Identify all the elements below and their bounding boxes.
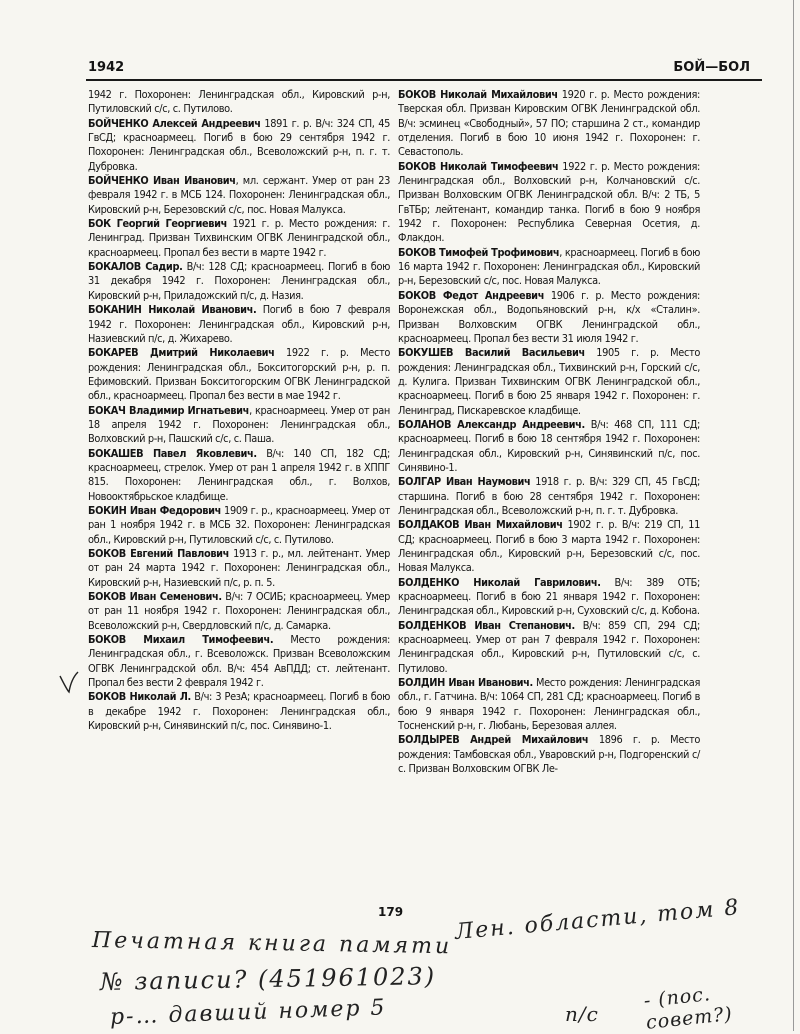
- entry: [88, 690, 390, 733]
- entry-name: БОКИН Иван Федорович: [88, 503, 221, 517]
- entry-name: БОКОВ Николай Михайлович: [398, 88, 558, 101]
- entry-name: БОКОВ Евгений Павлович: [88, 547, 230, 560]
- entry-name: БОКАШЕВ Павел Яковлевич.: [88, 446, 257, 460]
- header-range: БОЙ—БОЛ: [673, 60, 750, 75]
- entry-text: В/ч: 140 СП, 182 СД; красноармеец, стрелок. Умер от ран 1 апреля 1942 г. в ХППГ 815. Похоронен: Ленинградская обл., г. Волхов, Новооктябрьское кладбище.: [88, 446, 390, 503]
- entry: [398, 518, 700, 575]
- entry-name: БОЛДЕНКО Николай Гаврилович.: [398, 575, 601, 589]
- handwritten-note-1: Печатная книга памяти: [91, 928, 453, 960]
- entry-name: БОКОВ Федот Андреевич: [398, 288, 545, 302]
- entry-text: , красноармеец. Умер от ран 18 апреля 1942 г. Похоронен: Ленинградская обл., Волховский р-н, Пашский с/с, с. Паша.: [88, 403, 390, 446]
- entry: [398, 576, 700, 619]
- right-column: [398, 88, 700, 777]
- entry: [88, 174, 390, 217]
- entry-name: БОКАНИН Николай Иванович.: [88, 303, 257, 317]
- entry: [88, 447, 390, 504]
- entry: [398, 346, 700, 418]
- entry-text: Место рождения: Ленинградская обл., г. Гатчина. В/ч: 1064 СП, 281 СД; красноармеец. Погиб в бою 9 января 1942 г. Похоронен: Ленинградская обл., Тосненский р-н, г. Любань, Березовая аллея.: [398, 676, 700, 733]
- entry-name: БОКОВ Николай Л.: [88, 690, 191, 704]
- entry-text: 1891 г. р. В/ч: 324 СП, 45 ГвСД; красноармеец. Погиб в бою 29 сентября 1942 г. Похоронен: Ленинградская обл., Всеволожский р-н, п. г. т. Дубровка.: [88, 116, 390, 173]
- entry: [398, 88, 700, 160]
- entry-name: БОЛДАКОВ Иван Михайлович: [398, 518, 563, 532]
- entry-name: БОКАРЕВ Дмитрий Николаевич: [88, 346, 275, 360]
- entry-name: БОЛАНОВ Александр Андреевич.: [398, 417, 585, 431]
- entry-text: 1921 г. р. Место рождения: г. Ленинград. Призван Тихвинским ОГВК Ленинградской обл., красноармеец. Пропал без вести в марте 1942 г.: [88, 217, 390, 259]
- entry-text: 1909 г. р., красноармеец. Умер от ран 1 ноября 1942 г. в МСБ 32. Похоронен: Ленинградская обл., Кировский р-н, Путиловский с/с, с. Путилово.: [88, 503, 390, 546]
- entry-text: 1905 г. р. Место рождения: Ленинградская обл., Тихвинский р-н, Горский с/с, д. Кулига. Призван Тихвинским ОГВК Ленинградской обл., красноармеец. Погиб в бою 25 января 1942 г. Похоронен: г. Ленинград, Пискаревское кладбище.: [398, 346, 700, 417]
- entry: [398, 246, 700, 289]
- entry-text: , мл. сержант. Умер от ран 23 февраля 1942 г. в МСБ 124. Похоронен: Ленинградская обл., Кировский р-н, Березовский с/с, пос. Новая Малукса.: [88, 174, 391, 216]
- entry-text: 1896 г. р. Место рождения: Тамбовская обл., Уваровский р-н, Подгоренский с/с. Призван Волховским ОГВК Ле-: [398, 733, 700, 776]
- entry: [88, 590, 390, 633]
- entry: [398, 160, 700, 246]
- entry-text: 1906 г. р. Место рождения: Воронежская обл., Водопьяновский р-н, к/х «Сталин». Призван Волховским ОГВК Ленинградской обл., красноармеец. Пропал без вести 31 июля 1942 г.: [398, 288, 700, 345]
- entry-name: БОКАЛОВ Садир.: [88, 260, 183, 274]
- entry-text: В/ч: 3 РезА; красноармеец. Погиб в бою в декабре 1942 г. Похоронен: Ленинградская обл., Кировский р-н, Синявинский п/с, пос. Синявино-1.: [88, 690, 390, 733]
- scan-edge: [793, 0, 794, 1031]
- entry: [88, 303, 390, 346]
- entry-name: БОКОВ Михаил Тимофеевич.: [88, 633, 274, 647]
- entry: [398, 619, 700, 676]
- entry-text: Место рождения: Ленинградская обл., г. Всеволожск. Призван Всеволожским ОГВК Ленинградской обл. В/ч: 454 АвПДД; ст. лейтенант. Пропал без вести 2 февраля 1942 г.: [88, 633, 390, 690]
- entry: [88, 260, 390, 303]
- entry: [88, 547, 390, 590]
- handwritten-note-3: р-… давший номер 5: [109, 995, 387, 1030]
- entry: [398, 676, 700, 733]
- entry: [88, 88, 390, 117]
- entry: [88, 346, 390, 403]
- entry-text: 1918 г. р. В/ч: 329 СП, 45 ГвСД; старшина. Погиб в бою 28 сентября 1942 г. Похоронен: Ленинградская обл., Всеволожский р-н, п. г. т. Дубровка.: [398, 475, 700, 517]
- entry-text: 1922 г. р. Место рождения: Ленинградская обл., Бокситогорский р-н, р. п. Ефимовский. Призван Бокситогорским ОГВК Ленинградской обл., красноармеец. Пропал без вести в мае 1942 г.: [88, 346, 390, 403]
- handwritten-note-1b: Лен. области, том 8: [453, 895, 742, 945]
- entry: [398, 289, 700, 346]
- entry-text: 1902 г. р. В/ч: 219 СП, 11 СД; красноармеец. Погиб в бою 3 марта 1942 г. Похоронен: Ленинградская обл., Кировский р-н, Березовский с/с, пос. Новая Малукса.: [398, 518, 700, 575]
- entry-name: БОКУШЕВ Василий Васильевич: [398, 346, 585, 360]
- entry: [398, 418, 700, 475]
- entry: [88, 633, 390, 690]
- entry-text: 1942 г. Похоронен: Ленинградская обл., Кировский р-н, Путиловский с/с, с. Путилово.: [88, 88, 390, 116]
- checkmark-icon: [58, 670, 80, 694]
- entry-text: В/ч: 128 СД; красноармеец. Погиб в бою 31 декабря 1942 г. Похоронен: Ленинградская обл., Кировский р-н, Приладожский п/с, д. Назия.: [88, 260, 390, 302]
- entry-text: В/ч: 468 СП, 111 СД; красноармеец. Погиб в бою 18 сентября 1942 г. Похоронен: Ленинградская обл., Кировский р-н, Синявинский п/с, пос. Синявино-1.: [398, 417, 700, 474]
- entry-text: Погиб в бою 7 февраля 1942 г. Похоронен: Ленинградская обл., Кировский р-н, Назиевский п/с, д. Жихарево.: [88, 303, 391, 345]
- entry-name: БОКОВ Тимофей Трофимович: [398, 245, 560, 259]
- handwritten-note-3c: - (пос. совет?): [642, 983, 734, 1034]
- entry: [88, 117, 390, 174]
- handwritten-note-2: № записи? (451961023): [99, 962, 437, 996]
- entry-name: БОЛДИН Иван Иванович.: [398, 676, 533, 690]
- entry: [88, 504, 390, 547]
- header-year: 1942: [88, 60, 125, 75]
- entry-text: 1913 г. р., мл. лейтенант. Умер от ран 24 марта 1942 г. Похоронен: Ленинградская обл., Кировский р-н, Назиевский п/с, р. п. 5.: [88, 547, 391, 589]
- entry-name: БОКОВ Николай Тимофеевич: [398, 159, 559, 173]
- entry-name: БОК Георгий Георгиевич: [88, 217, 228, 231]
- header-rule: [86, 79, 762, 81]
- entry-text: 1920 г. р. Место рождения: Тверская обл. Призван Кировским ОГВК Ленинградской обл. В/ч: эсминец «Свободный», 57 ПО; старшина 2 ст., командир отделения. Погиб в бою 10 июня 1942 г. Похоронен: г. Севастополь.: [398, 88, 700, 159]
- entry-name: БОЛГАР Иван Наумович: [398, 475, 531, 489]
- entry-name: БОЙЧЕНКО Алексей Андреевич: [88, 116, 261, 130]
- entry: [398, 475, 700, 518]
- entry: [88, 217, 390, 260]
- entry-text: В/ч: 859 СП, 294 СД; красноармеец. Умер от ран 7 февраля 1942 г. Похоронен: Ленинградская обл., Кировский р-н, Путиловский с/с, с. Путилово.: [398, 618, 700, 675]
- page-number: 179: [378, 905, 404, 919]
- entry-name: БОЛДЕНКОВ Иван Степанович.: [398, 618, 575, 632]
- entry: [88, 404, 390, 447]
- entry-text: , красноармеец. Погиб в бою 16 марта 1942 г. Похоронен: Ленинградская обл., Кировский р-н, Березовский с/с, пос. Новая Малукса.: [398, 245, 700, 288]
- left-column: [88, 88, 390, 733]
- entry-name: БОЙЧЕНКО Иван Иванович: [88, 174, 236, 188]
- entry-text: В/ч: 7 ОСИБ; красноармеец. Умер от ран 11 ноября 1942 г. Похоронен: Ленинградская обл., Всеволожский р-н, Свердловский п/с, д. Самарка.: [88, 590, 390, 632]
- entry-name: БОЛДЫРЕВ Андрей Михайлович: [398, 733, 589, 747]
- handwritten-note-3b: п/с: [565, 1002, 599, 1026]
- entry-text: В/ч: 389 ОТБ; красноармеец. Погиб в бою 21 января 1942 г. Похоронен: Ленинградская обл., Кировский р-н, Суховский с/с, д. Кобона.: [398, 575, 700, 618]
- entry-name: БОКОВ Иван Семенович.: [88, 590, 222, 604]
- entry-name: БОКАЧ Владимир Игнатьевич: [88, 403, 250, 417]
- entry-text: 1922 г. р. Место рождения: Ленинградская обл., Волховский р-н, Колчановский с/с. Призван Волховским ОГВК Ленинградской обл. В/ч: 2 ТБ, 5 ГвТБр; лейтенант, командир танка. Погиб в бою 9 ноября 1942 г. Похоронен: Республика Северная Осетия, д. Флакдон.: [398, 159, 700, 245]
- entry: [398, 733, 700, 776]
